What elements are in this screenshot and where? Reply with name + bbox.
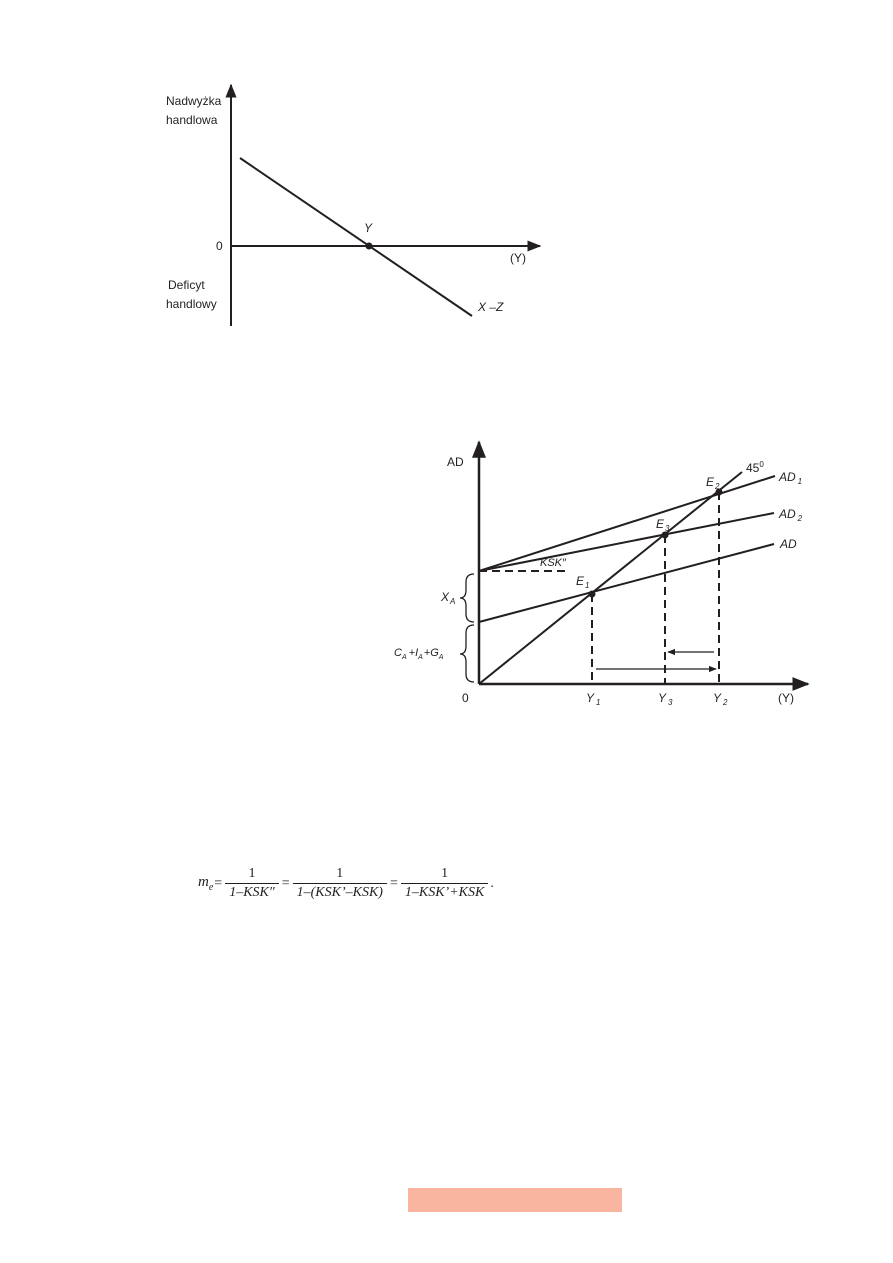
- label-e2: $E_2$: [706, 475, 720, 491]
- fraction-2-denominator: 1–(KSK’–KSK): [293, 883, 387, 901]
- xa-brace: [460, 574, 474, 622]
- fraction-3-denominator: 1–KSK’+KSK: [401, 883, 488, 901]
- point-e1: [589, 591, 596, 598]
- label-xa: $X_A$: [441, 590, 456, 606]
- label-ksk: KSK″: [540, 557, 566, 569]
- label-y2: Y $_2$: [713, 691, 728, 707]
- y-axis-label: AD: [447, 455, 464, 469]
- x-axis-label: (Y): [778, 691, 794, 705]
- fraction-2: [293, 866, 387, 901]
- deficit-label-line2: handlowy: [166, 297, 217, 311]
- label-45: $45^0$: [746, 460, 764, 475]
- zero-label: 0: [462, 691, 469, 705]
- y-axis-label-line1: Nadwyżka: [166, 94, 222, 108]
- fraction-2-numerator: 1: [336, 866, 344, 881]
- x-axis-label: (Y): [510, 251, 526, 265]
- aggregate-demand-figure: [0, 420, 893, 760]
- formula-equals: =: [214, 875, 223, 891]
- trade-balance-figure: [0, 0, 893, 360]
- label-y3: Y $_3$: [658, 691, 673, 707]
- ad2-line: [479, 513, 774, 571]
- formula-m: $m_e$: [198, 874, 214, 893]
- fraction-3-numerator: 1: [441, 866, 449, 881]
- ad1-line: [479, 476, 775, 571]
- label-e1: $E_1$: [576, 574, 590, 590]
- multiplier-formula: [198, 866, 494, 901]
- fraction-1-numerator: 1: [248, 866, 256, 881]
- line-label: X –Z: [478, 300, 504, 314]
- net-export-line: [240, 158, 472, 316]
- zero-label: 0: [216, 239, 223, 253]
- label-e3: $E_3$: [656, 517, 670, 533]
- deficit-label-line1: Deficyt: [168, 278, 205, 292]
- formula-equals: =: [389, 875, 398, 891]
- fraction-1: [225, 866, 279, 901]
- point-label: Y: [364, 221, 373, 235]
- equilibrium-point: [366, 243, 373, 250]
- label-ad1: AD $_1$: [779, 470, 803, 486]
- y-axis-label-line2: handlowa: [166, 113, 218, 127]
- fraction-3: [401, 866, 488, 901]
- fraction-1-denominator: 1–KSK″: [225, 883, 279, 901]
- formula-equals: =: [281, 875, 290, 891]
- label-y1: Y $_1$: [586, 691, 601, 707]
- ad-line: [479, 544, 774, 622]
- label-ad2: AD $_2$: [779, 507, 803, 523]
- label-ad: AD: [780, 537, 797, 551]
- label-autonomous-spending: $C_A +I_A+G_A$: [394, 647, 444, 661]
- formula-period: .: [490, 875, 494, 891]
- autonomous-spending-brace: [460, 625, 474, 682]
- footer-bar: [408, 1188, 622, 1212]
